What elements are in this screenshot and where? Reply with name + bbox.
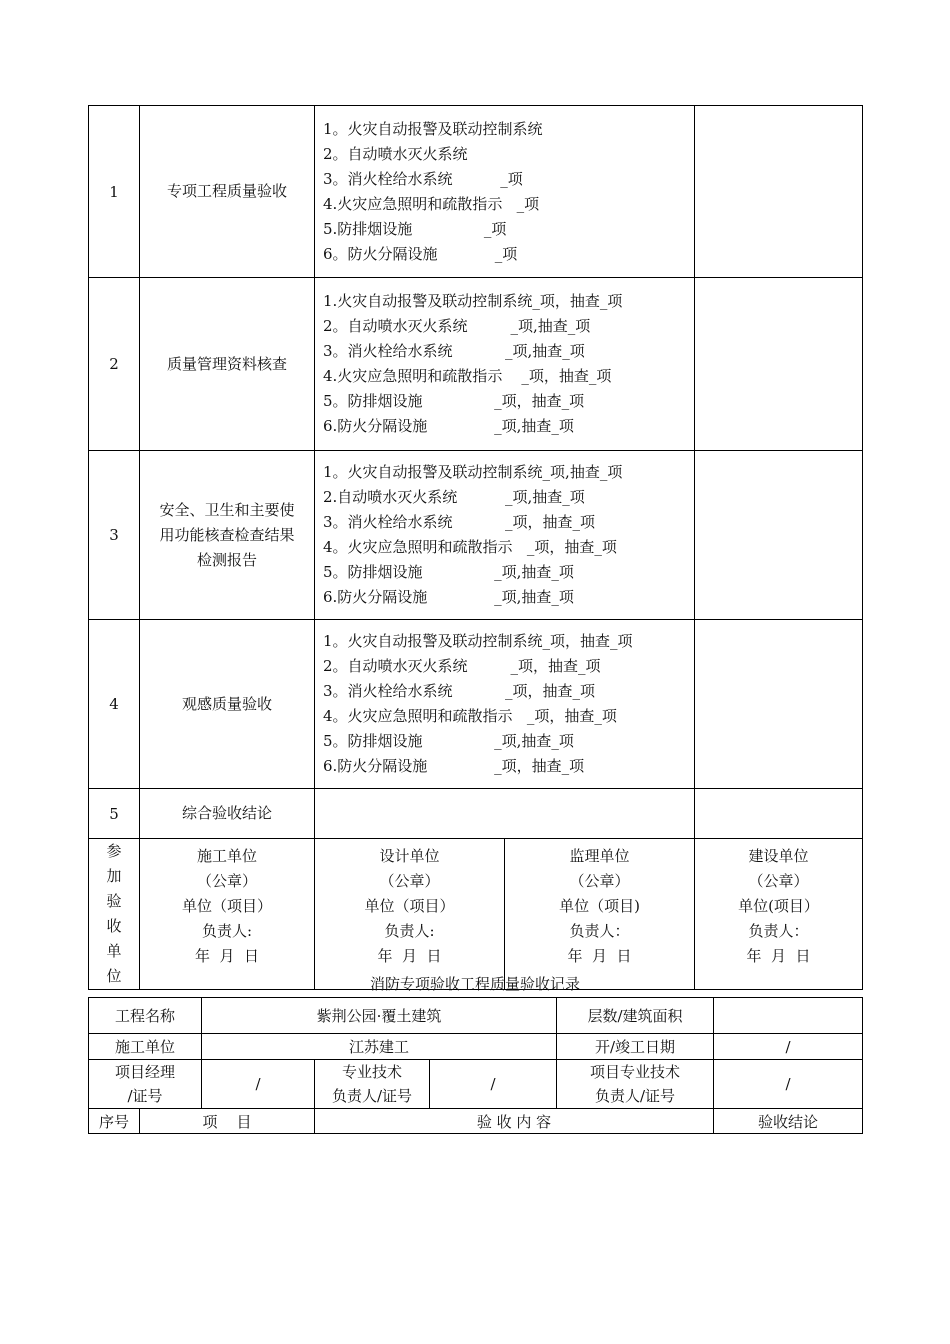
- table-row: [89, 789, 863, 839]
- row-item-line: 观感质量验收: [181, 694, 272, 713]
- tech-lead-label: 专业技术 负责人/证号: [315, 1060, 430, 1109]
- participants-label-char: 位: [106, 967, 122, 985]
- participant-unit: [505, 839, 695, 990]
- participants-label: [89, 839, 140, 990]
- content-line: 4.火灾应急照明和疏散指示 _项，抽查_项: [323, 367, 612, 385]
- participant-unit-name: 设计单位: [379, 847, 440, 865]
- floors-area-label: 层数/建筑面积: [557, 998, 714, 1034]
- row-item-line: 检测报告: [196, 550, 257, 569]
- tech-lead-value: /: [430, 1060, 557, 1109]
- contractor-value: 江苏建工: [202, 1034, 557, 1060]
- content-line: 2。自动喷水灭火系统 _项,抽查_项: [323, 317, 591, 335]
- project-name-label: 工程名称: [89, 998, 202, 1034]
- content-line: 6.防火分隔设施 _项，抽查_项: [323, 757, 585, 775]
- participant-unit-person: 负责人：: [569, 922, 630, 940]
- participant-unit-unit: 单位(项目）: [738, 897, 819, 915]
- participants-label-char: 单: [106, 942, 122, 960]
- floors-area-value: [714, 998, 863, 1034]
- content-line: 6.防火分隔设施 _项,抽查_项: [323, 417, 574, 435]
- content-line: 1.火灾自动报警及联动控制系统_项，抽查_项: [323, 292, 623, 310]
- row-content: [315, 620, 695, 789]
- content-line: 5。防排烟设施 _项,抽查_项: [323, 563, 574, 581]
- row-item: [140, 789, 315, 839]
- content-line: 1。火灾自动报警及联动控制系统_项,抽查_项: [323, 463, 623, 481]
- content-line: 2。自动喷水灭火系统 _项，抽查_项: [323, 657, 601, 675]
- row-item: [140, 620, 315, 789]
- table-row: [89, 106, 863, 278]
- participant-unit-name: 监理单位: [569, 847, 630, 865]
- col-header-num: 序号: [89, 1109, 140, 1134]
- row-item-line: 综合验收结论: [181, 804, 272, 822]
- content-line: 3。消火栓给水系统 _项: [323, 169, 523, 188]
- content-line: 6。防火分隔设施 _项: [323, 244, 518, 263]
- row-result: [695, 451, 863, 620]
- row-number: 5: [89, 789, 140, 839]
- row-number: 1: [89, 106, 140, 278]
- participants-label-char: 加: [106, 867, 122, 885]
- participant-unit-person: 负责人：: [748, 922, 809, 940]
- content-line: 1。火灾自动报警及联动控制系统_项，抽查_项: [323, 632, 633, 650]
- table-caption: 消防专项验收工程质量验收记录: [369, 975, 580, 993]
- participant-unit: [695, 839, 863, 990]
- participant-unit-date: 年 月 日: [567, 947, 632, 965]
- content-line: 4.火灾应急照明和疏散指示 _项: [323, 194, 540, 213]
- row-number: 2: [89, 278, 140, 451]
- content-line: 4。火灾应急照明和疏散指示 _项，抽查_项: [323, 538, 617, 556]
- participant-unit: [140, 839, 315, 990]
- content-line: 5。防排烟设施 _项,抽查_项: [323, 732, 574, 750]
- participants-label-char: 收: [106, 917, 122, 935]
- participant-unit-unit: 单位（项目）: [181, 897, 272, 915]
- participants-label-char: 参: [106, 842, 122, 860]
- row-content: [315, 451, 695, 620]
- participant-unit-person: 负责人:: [201, 922, 253, 940]
- participant-unit-date: 年 月 日: [746, 947, 811, 965]
- content-line: 1。火灾自动报警及联动控制系统: [323, 119, 543, 138]
- content-line: 4。火灾应急照明和疏散指示 _项，抽查_项: [323, 707, 617, 725]
- row-result: [695, 106, 863, 278]
- project-manager-value: /: [202, 1060, 315, 1109]
- project-info-table: [88, 997, 863, 1134]
- participants-row: [89, 839, 863, 990]
- col-header-result: 验收结论: [714, 1109, 863, 1134]
- participant-unit: [315, 839, 505, 990]
- row-content: [315, 106, 695, 278]
- participant-unit-date: 年 月 日: [377, 947, 442, 965]
- row-item: [140, 278, 315, 451]
- content-line: 3。消火栓给水系统 _项，抽查_项: [323, 682, 595, 700]
- participant-unit-seal: （公章）: [569, 872, 630, 890]
- participant-unit-unit: 单位（项目）: [364, 897, 455, 915]
- row-item-line: 质量管理资料核查: [166, 354, 287, 373]
- participant-unit-unit: 单位（项目): [559, 897, 640, 915]
- content-line: 3。消火栓给水系统 _项，抽查_项: [323, 513, 595, 531]
- project-tech-lead-label: 项目专业技术 负责人/证号: [557, 1060, 714, 1109]
- acceptance-content-table: [88, 105, 863, 990]
- dates-value: /: [714, 1034, 863, 1060]
- row-number: 4: [89, 620, 140, 789]
- participant-unit-name: 施工单位: [196, 847, 257, 865]
- participant-unit-date: 年 月 日: [194, 947, 260, 965]
- content-line: 2。自动喷水灭火系统: [323, 144, 468, 163]
- col-header-item: 项 目: [140, 1109, 315, 1134]
- col-header-content: 验 收 内 容: [315, 1109, 714, 1134]
- content-line: 2.自动喷水灭火系统 _项,抽查_项: [323, 488, 585, 506]
- contractor-label: 施工单位: [89, 1034, 202, 1060]
- row-content: [315, 278, 695, 451]
- row-item-line: 用功能核查检查结果: [159, 525, 295, 544]
- table-row: [89, 451, 863, 620]
- table-row: [89, 278, 863, 451]
- row-item: [140, 451, 315, 620]
- project-manager-label: 项目经理 /证号: [89, 1060, 202, 1109]
- row-result: [695, 278, 863, 451]
- content-line: 5.防排烟设施 _项: [323, 219, 507, 238]
- participant-unit-seal: （公章）: [748, 872, 809, 890]
- row-number: 3: [89, 451, 140, 620]
- participant-unit-seal: （公章）: [196, 872, 257, 890]
- participant-unit-person: 负责人:: [384, 922, 435, 940]
- row-item-line: 专项工程质量验收: [166, 182, 287, 200]
- participants-label-char: 验: [106, 892, 122, 910]
- participant-unit-seal: （公章）: [379, 872, 440, 890]
- content-line: 6.防火分隔设施 _项,抽查_项: [323, 588, 574, 606]
- content-line: 5。防排烟设施 _项，抽查_项: [323, 392, 585, 410]
- project-tech-lead-value: /: [714, 1060, 863, 1109]
- table-row: [89, 620, 863, 789]
- row-result: [695, 620, 863, 789]
- row-item: [140, 106, 315, 278]
- participant-unit-name: 建设单位: [748, 847, 809, 865]
- project-name-value: 紫荆公园·覆土建筑: [202, 998, 557, 1034]
- content-line: 3。消火栓给水系统 _项,抽查_项: [323, 342, 585, 360]
- row-content: [315, 789, 695, 839]
- dates-label: 开/竣工日期: [557, 1034, 714, 1060]
- row-result: [695, 789, 863, 839]
- row-item-line: 安全、卫生和主要使: [159, 500, 295, 519]
